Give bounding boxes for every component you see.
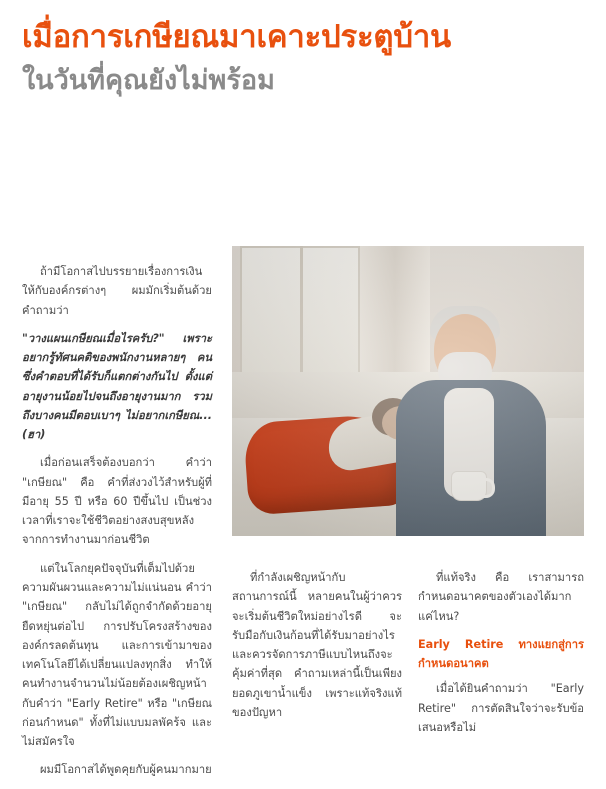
paragraph: เมื่อได้ยินคำถามว่า "Early Retire" การตัดสินใจว่าจะรับข้อเสนอหรือไม่ [418, 682, 584, 734]
paragraph: ถ้ามีโอกาสไปบรรยายเรื่องการเงินให้กับองค์กรต่างๆ ผมมักเริ่มต้นด้วยคำถามว่า [22, 265, 212, 317]
paragraph: ผมมีโอกาสได้พูดคุยกับผู้คนมากมาย [40, 763, 212, 777]
body-column-right [418, 568, 584, 746]
hero-image [232, 246, 584, 536]
paragraph: ที่แท้จริง คือ เราสามารถกำหนดอนาคตของตัวเองได้มากแค่ไหน? [418, 571, 584, 623]
paragraph: เมื่อก่อนเสร็จต้องบอกว่า คำว่า "เกษียณ" คือ คำที่ส่งวงไว้สำหรับผู้ที่มีอายุ 55 ปี หรือ 60 ปีขึ้นไป เป็นช่วงเวลาที่เราจะใช้ชีวิตอย่างสงบสุขหลังจากการทำงานมาก่อนชีวิต [22, 456, 212, 547]
photo-vignette [232, 246, 584, 536]
page-subtitle: ในวันที่คุณยังไม่พร้อม [22, 64, 275, 96]
section-heading: Early Retire ทางแยกสู่การกำหนดอนาคต [418, 637, 584, 671]
elderly-couple-on-sofa-photo [232, 246, 584, 536]
article-header [0, 0, 606, 98]
paragraph: แต่ในโลกยุคปัจจุบันที่เต็มไปด้วยความผันผวนและความไม่แน่นอน คำว่า "เกษียณ" กลับไม่ได้ถูกจำกัดด้วยอายุยืดหยุ่นต่อไป การปรับโครงสร้างขององค์กรลดต้นทุน และการเข้ามาของเทคโนโลยีได้เปลี่ยนแปลงทุกสิ่ง ทำให้คนทำงานจำนวนไม่น้อยต้องเผชิญหน้ากับคำว่า "Early Retire" หรือ "เกษียณก่อนกำหนด" ทั้งที่ไม่แบบมลพัคร้จ และไม่สมัครใจ [22, 561, 212, 749]
paragraph-emphasis: "วางแผนเกษียณเมื่อไรครับ?" เพราะอยากรู้ทัศนคติของพนักงานหลายๆ คน ซึ่งคำตอบที่ได้รับก็แตกต่างกันไป ตั้งแต่อายุงานน้อยไปจนถึงอายุงานมาก รวมถึงบางคนมีตอบเบาๆ ไม่อยากเกษียณ... (ฮา) [22, 331, 212, 442]
paragraph: ที่กำลังเผชิญหน้ากับสถานการณ์นี้ หลายคนในผู้ว่าควรจะเริ่มต้นชีวิตใหม่อย่างไรดี จะรับมือกับเงินก้อนที่ได้รับมาอย่างไร และควรจัดการภาษีแบบไหนถึงจะคุ้มค่าที่สุด คำถามเหล่านี้เป็นเพียงยอดภูเขาน้ำแข็ง เพราะแท้จริงแท้ของปัญหา [232, 571, 402, 719]
page-title: เมื่อการเกษียณมาเคาะประตูบ้าน [22, 19, 452, 55]
body-column-left [22, 262, 212, 789]
body-column-middle [232, 568, 402, 731]
